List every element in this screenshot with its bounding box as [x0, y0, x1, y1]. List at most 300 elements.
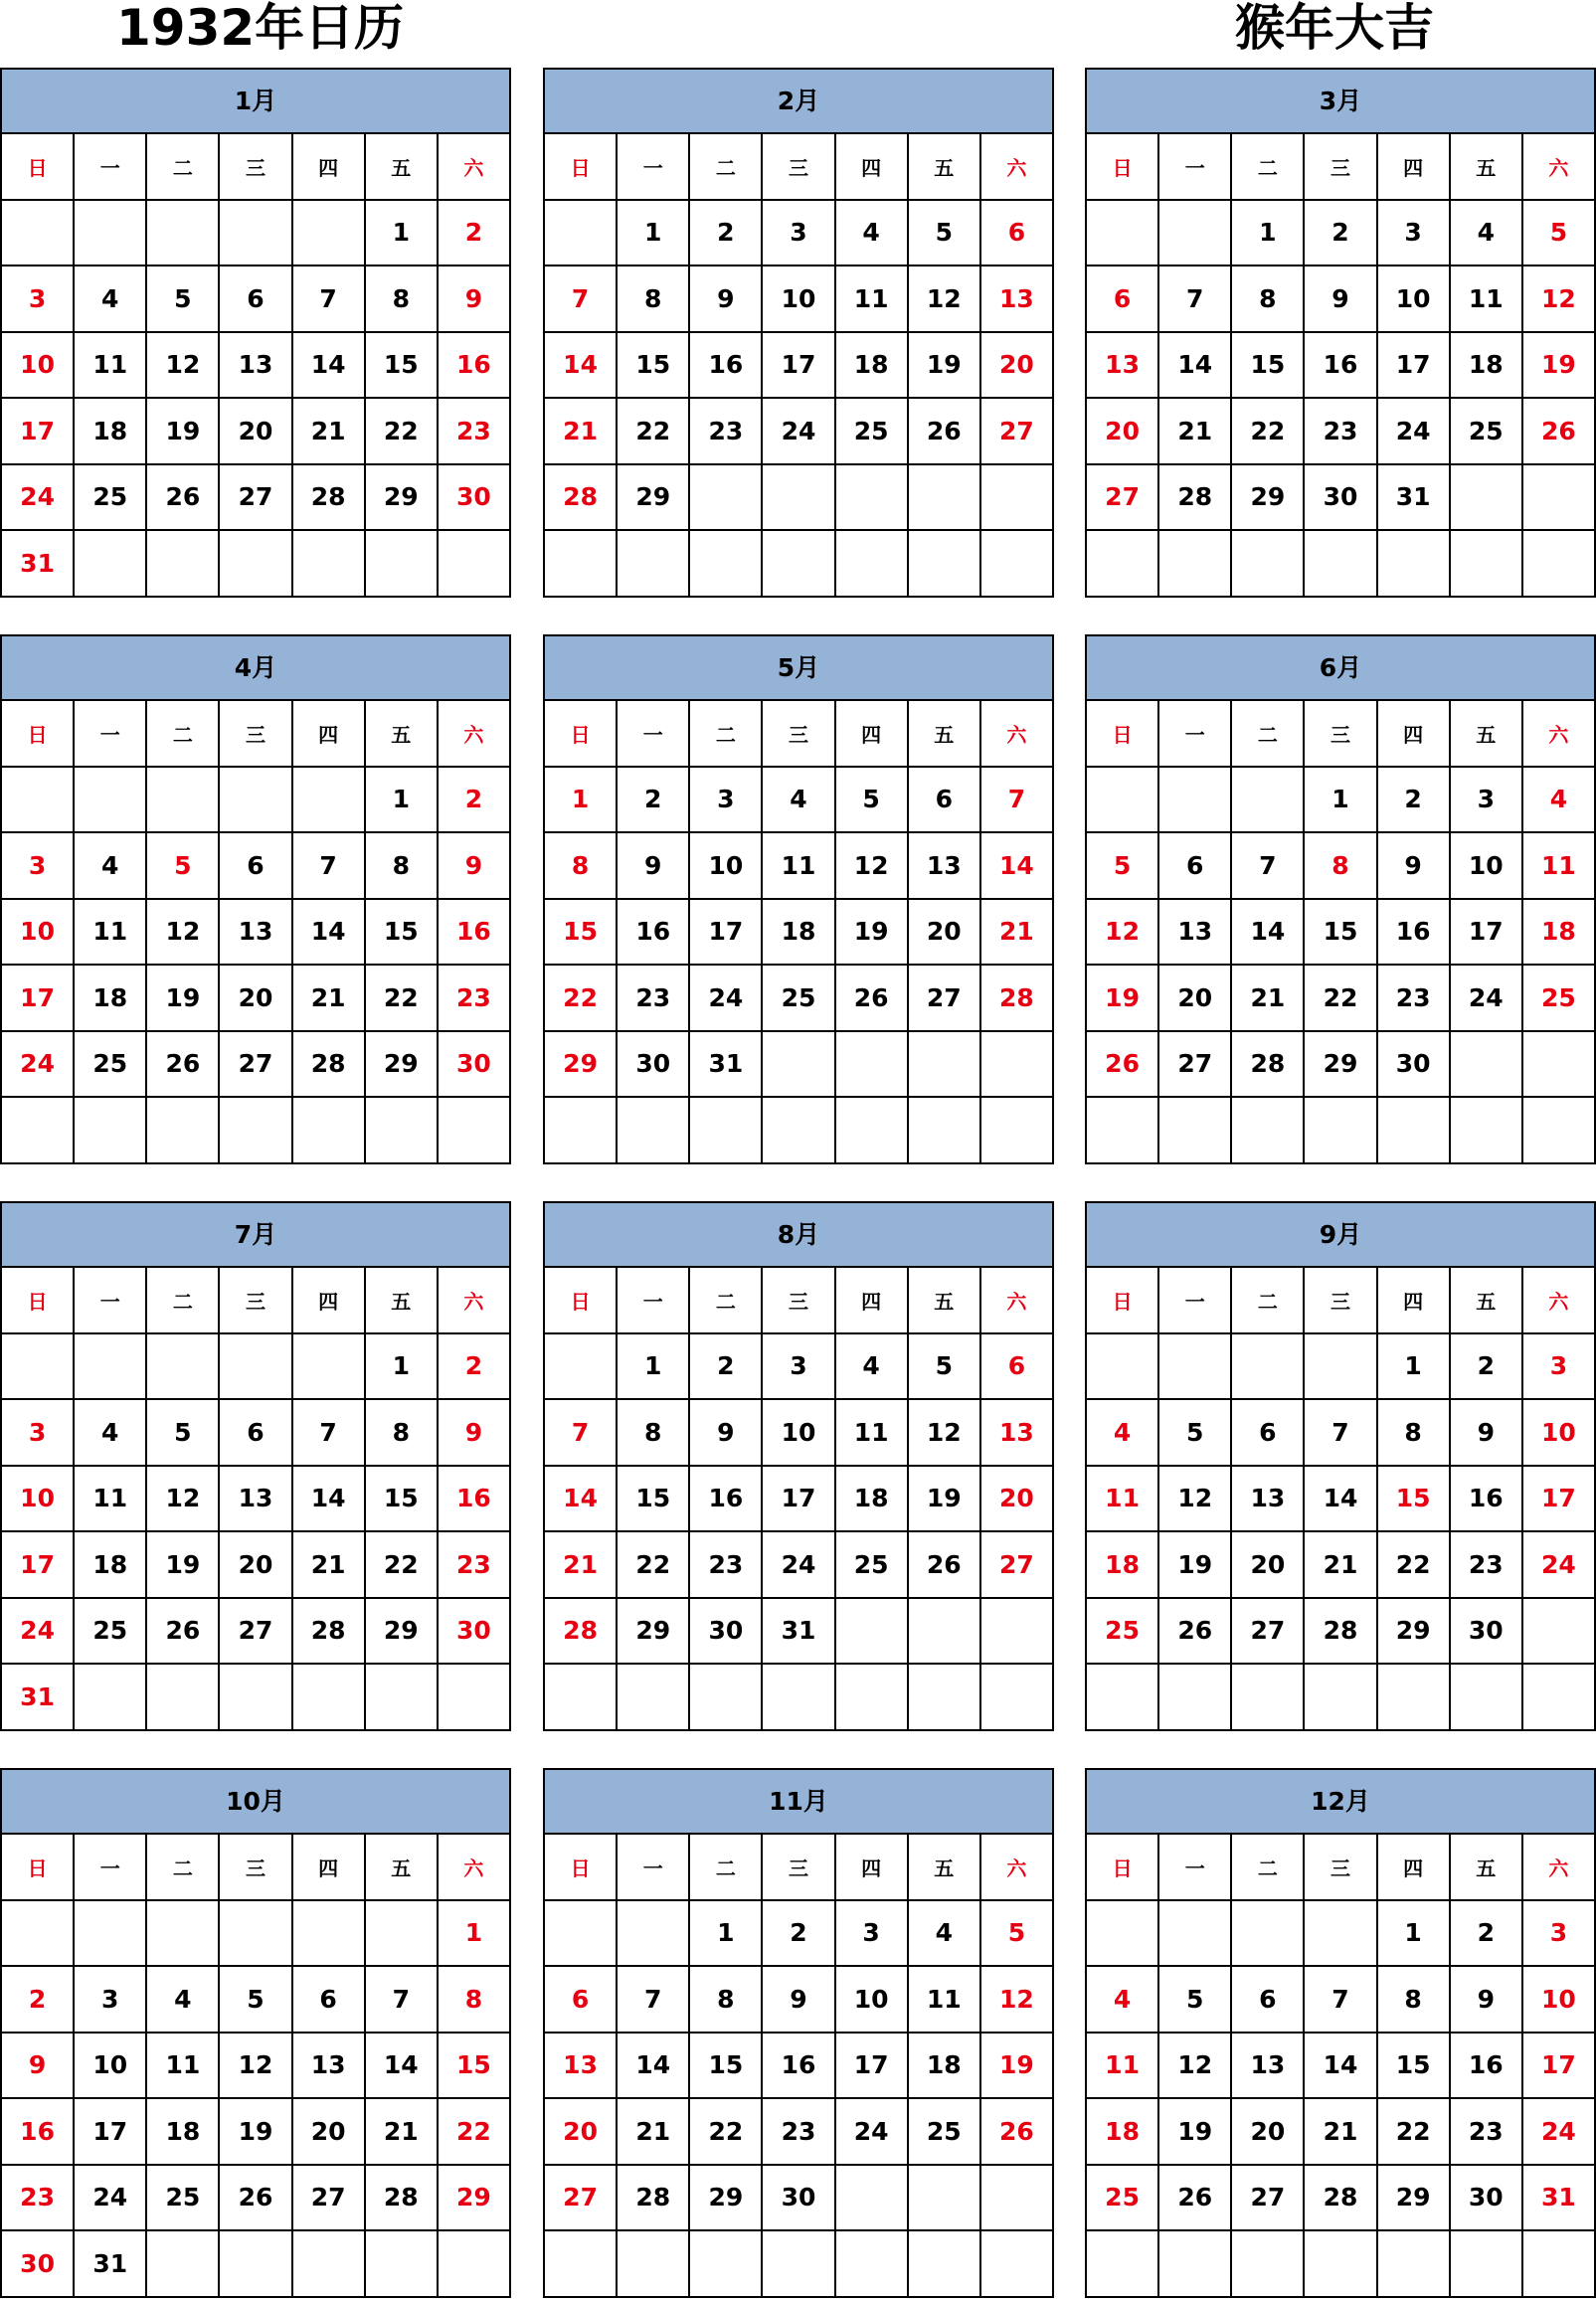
- empty-cell: [75, 531, 147, 598]
- day-cell: 31: [2, 1665, 75, 1731]
- day-cell: 23: [618, 966, 690, 1032]
- weekday-label: 二: [147, 1268, 220, 1334]
- day-cell: 13: [981, 1400, 1054, 1467]
- empty-cell: [293, 768, 366, 834]
- day-cell: 11: [1523, 833, 1596, 900]
- weekday-label: 六: [1523, 1268, 1596, 1334]
- empty-cell: [1305, 1098, 1377, 1164]
- weekday-label: 六: [439, 701, 511, 768]
- day-cell: 7: [293, 1400, 366, 1467]
- month-grid: [1087, 701, 1596, 1164]
- day-cell: 1: [618, 1334, 690, 1401]
- day-cell: 4: [763, 768, 835, 834]
- day-cell: 1: [1378, 1901, 1451, 1968]
- day-cell: 2: [439, 768, 511, 834]
- empty-cell: [1451, 1098, 1523, 1164]
- day-cell: 20: [909, 900, 981, 967]
- day-cell: 31: [1523, 2166, 1596, 2232]
- weekday-label: 一: [75, 134, 147, 201]
- day-cell: 28: [293, 465, 366, 532]
- day-cell: 15: [439, 2034, 511, 2100]
- weekday-label: 日: [1087, 701, 1159, 768]
- day-cell: 23: [2, 2166, 75, 2232]
- day-cell: 29: [1378, 1599, 1451, 1666]
- day-cell: 23: [439, 966, 511, 1032]
- day-cell: 9: [1451, 1967, 1523, 2034]
- day-cell: 19: [909, 1467, 981, 1533]
- weekday-label: 四: [836, 1835, 909, 1901]
- day-cell: 23: [763, 2099, 835, 2166]
- weekday-label: 六: [981, 701, 1054, 768]
- day-cell: 28: [545, 1599, 618, 1666]
- month-block: [1085, 68, 1596, 598]
- weekday-label: 二: [1232, 701, 1305, 768]
- day-cell: 21: [618, 2099, 690, 2166]
- empty-cell: [75, 1334, 147, 1401]
- day-cell: 8: [1305, 833, 1377, 900]
- day-cell: 29: [366, 1032, 439, 1099]
- weekday-label: 三: [220, 1835, 292, 1901]
- day-cell: 20: [220, 399, 292, 465]
- empty-cell: [1159, 1665, 1232, 1731]
- day-cell: 28: [981, 966, 1054, 1032]
- empty-cell: [1523, 531, 1596, 598]
- day-cell: 13: [1232, 2034, 1305, 2100]
- empty-cell: [2, 1098, 75, 1164]
- day-cell: 18: [763, 900, 835, 967]
- day-cell: 4: [909, 1901, 981, 1968]
- empty-cell: [293, 2231, 366, 2298]
- day-cell: 19: [147, 1532, 220, 1599]
- day-cell: 5: [147, 266, 220, 333]
- day-cell: 3: [1523, 1901, 1596, 1968]
- day-cell: 17: [2, 966, 75, 1032]
- day-cell: 5: [220, 1967, 292, 2034]
- day-cell: 2: [618, 768, 690, 834]
- weekday-label: 三: [1305, 1835, 1377, 1901]
- empty-cell: [545, 1901, 618, 1968]
- day-cell: 27: [220, 1032, 292, 1099]
- weekday-label: 四: [1378, 701, 1451, 768]
- day-cell: 10: [75, 2034, 147, 2100]
- empty-cell: [1087, 531, 1159, 598]
- day-cell: 25: [763, 966, 835, 1032]
- weekday-label: 六: [439, 1835, 511, 1901]
- weekday-label: 日: [1087, 134, 1159, 201]
- empty-cell: [618, 1901, 690, 1968]
- day-cell: 21: [1305, 1532, 1377, 1599]
- day-cell: 18: [147, 2099, 220, 2166]
- day-cell: 3: [2, 1400, 75, 1467]
- empty-cell: [1378, 1098, 1451, 1164]
- day-cell: 11: [1087, 2034, 1159, 2100]
- day-cell: 21: [1159, 399, 1232, 465]
- day-cell: 30: [1305, 465, 1377, 532]
- weekday-label: 四: [836, 701, 909, 768]
- day-cell: 10: [1378, 266, 1451, 333]
- empty-cell: [1087, 1901, 1159, 1968]
- month-block: [543, 1201, 1054, 1731]
- empty-cell: [836, 2166, 909, 2232]
- day-cell: 25: [75, 1032, 147, 1099]
- weekday-label: 六: [1523, 701, 1596, 768]
- day-cell: 4: [75, 266, 147, 333]
- empty-cell: [220, 1334, 292, 1401]
- day-cell: 3: [2, 266, 75, 333]
- day-cell: 20: [1232, 2099, 1305, 2166]
- day-cell: 6: [293, 1967, 366, 2034]
- day-cell: 25: [836, 399, 909, 465]
- day-cell: 12: [1087, 900, 1159, 967]
- day-cell: 26: [147, 465, 220, 532]
- day-cell: 7: [545, 1400, 618, 1467]
- day-cell: 31: [763, 1599, 835, 1666]
- empty-cell: [1159, 201, 1232, 267]
- day-cell: 10: [2, 900, 75, 967]
- day-cell: 2: [1378, 768, 1451, 834]
- empty-cell: [981, 1665, 1054, 1731]
- day-cell: 13: [1159, 900, 1232, 967]
- day-cell: 1: [439, 1901, 511, 1968]
- empty-cell: [836, 2231, 909, 2298]
- month-grid: [2, 134, 511, 598]
- day-cell: 13: [1087, 333, 1159, 400]
- day-cell: 13: [293, 2034, 366, 2100]
- day-cell: 16: [690, 1467, 763, 1533]
- empty-cell: [75, 1098, 147, 1164]
- empty-cell: [909, 1599, 981, 1666]
- empty-cell: [1451, 531, 1523, 598]
- day-cell: 26: [1523, 399, 1596, 465]
- weekday-label: 三: [220, 1268, 292, 1334]
- day-cell: 25: [1523, 966, 1596, 1032]
- day-cell: 5: [909, 1334, 981, 1401]
- day-cell: 29: [618, 465, 690, 532]
- day-cell: 9: [690, 266, 763, 333]
- empty-cell: [1305, 531, 1377, 598]
- day-cell: 30: [439, 1032, 511, 1099]
- day-cell: 25: [1087, 2166, 1159, 2232]
- day-cell: 29: [1305, 1032, 1377, 1099]
- day-cell: 18: [909, 2034, 981, 2100]
- weekday-label: 日: [545, 134, 618, 201]
- empty-cell: [147, 1334, 220, 1401]
- day-cell: 27: [1232, 2166, 1305, 2232]
- day-cell: 6: [1232, 1967, 1305, 2034]
- empty-cell: [690, 465, 763, 532]
- day-cell: 20: [545, 2099, 618, 2166]
- weekday-label: 四: [836, 134, 909, 201]
- day-cell: 22: [1305, 966, 1377, 1032]
- empty-cell: [220, 2231, 292, 2298]
- day-cell: 31: [1378, 465, 1451, 532]
- empty-cell: [836, 1032, 909, 1099]
- day-cell: 2: [1451, 1901, 1523, 1968]
- weekday-label: 日: [2, 1835, 75, 1901]
- day-cell: 28: [1305, 1599, 1377, 1666]
- weekday-label: 二: [1232, 134, 1305, 201]
- empty-cell: [981, 465, 1054, 532]
- day-cell: 6: [220, 266, 292, 333]
- empty-cell: [1232, 1901, 1305, 1968]
- weekday-label: 五: [909, 701, 981, 768]
- day-cell: 1: [366, 201, 439, 267]
- day-cell: 11: [1087, 1467, 1159, 1533]
- day-cell: 7: [1232, 833, 1305, 900]
- weekday-label: 日: [545, 1835, 618, 1901]
- day-cell: 24: [836, 2099, 909, 2166]
- empty-cell: [1523, 2231, 1596, 2298]
- day-cell: 29: [1232, 465, 1305, 532]
- day-cell: 27: [1232, 1599, 1305, 1666]
- empty-cell: [618, 1665, 690, 1731]
- day-cell: 9: [763, 1967, 835, 2034]
- empty-cell: [1523, 465, 1596, 532]
- day-cell: 17: [1523, 1467, 1596, 1533]
- day-cell: 19: [220, 2099, 292, 2166]
- weekday-label: 五: [366, 1835, 439, 1901]
- day-cell: 1: [545, 768, 618, 834]
- day-cell: 12: [909, 266, 981, 333]
- day-cell: 6: [1087, 266, 1159, 333]
- day-cell: 30: [1378, 1032, 1451, 1099]
- month-title: 3月: [1087, 70, 1596, 134]
- empty-cell: [1378, 2231, 1451, 2298]
- day-cell: 11: [75, 900, 147, 967]
- empty-cell: [1159, 1334, 1232, 1401]
- day-cell: 2: [690, 201, 763, 267]
- day-cell: 16: [439, 1467, 511, 1533]
- weekday-label: 三: [220, 701, 292, 768]
- day-cell: 11: [1451, 266, 1523, 333]
- day-cell: 17: [836, 2034, 909, 2100]
- day-cell: 25: [75, 1599, 147, 1666]
- day-cell: 19: [836, 900, 909, 967]
- day-cell: 30: [618, 1032, 690, 1099]
- month-title: 4月: [2, 636, 511, 701]
- day-cell: 7: [545, 266, 618, 333]
- day-cell: 15: [366, 1467, 439, 1533]
- day-cell: 1: [366, 1334, 439, 1401]
- day-cell: 8: [1378, 1967, 1451, 2034]
- day-cell: 5: [1159, 1967, 1232, 2034]
- day-cell: 18: [75, 1532, 147, 1599]
- weekday-label: 二: [690, 134, 763, 201]
- month-title: 8月: [545, 1203, 1054, 1268]
- day-cell: 13: [220, 1467, 292, 1533]
- day-cell: 27: [545, 2166, 618, 2232]
- day-cell: 3: [75, 1967, 147, 2034]
- day-cell: 8: [439, 1967, 511, 2034]
- empty-cell: [1523, 1665, 1596, 1731]
- day-cell: 7: [618, 1967, 690, 2034]
- weekday-label: 五: [909, 1835, 981, 1901]
- day-cell: 5: [909, 201, 981, 267]
- day-cell: 9: [439, 833, 511, 900]
- empty-cell: [1232, 531, 1305, 598]
- day-cell: 14: [618, 2034, 690, 2100]
- weekday-label: 四: [1378, 1835, 1451, 1901]
- month-block: [0, 1768, 511, 2298]
- empty-cell: [690, 1098, 763, 1164]
- empty-cell: [909, 1665, 981, 1731]
- day-cell: 6: [545, 1967, 618, 2034]
- day-cell: 24: [2, 1032, 75, 1099]
- empty-cell: [618, 1098, 690, 1164]
- day-cell: 4: [75, 1400, 147, 1467]
- day-cell: 12: [147, 1467, 220, 1533]
- day-cell: 8: [1378, 1400, 1451, 1467]
- empty-cell: [836, 1098, 909, 1164]
- day-cell: 10: [1523, 1967, 1596, 2034]
- weekday-label: 一: [1159, 701, 1232, 768]
- day-cell: 2: [1305, 201, 1377, 267]
- day-cell: 21: [293, 1532, 366, 1599]
- month-block: [1085, 634, 1596, 1164]
- day-cell: 13: [220, 333, 292, 400]
- day-cell: 3: [836, 1901, 909, 1968]
- day-cell: 6: [1232, 1400, 1305, 1467]
- weekday-label: 三: [1305, 134, 1377, 201]
- empty-cell: [439, 1665, 511, 1731]
- day-cell: 11: [909, 1967, 981, 2034]
- day-cell: 28: [618, 2166, 690, 2232]
- empty-cell: [1087, 2231, 1159, 2298]
- month-grid: [1087, 1268, 1596, 1731]
- day-cell: 29: [366, 1599, 439, 1666]
- weekday-label: 六: [1523, 134, 1596, 201]
- weekday-label: 三: [220, 134, 292, 201]
- day-cell: 18: [1087, 2099, 1159, 2166]
- month-title: 6月: [1087, 636, 1596, 701]
- day-cell: 7: [366, 1967, 439, 2034]
- day-cell: 5: [981, 1901, 1054, 1968]
- day-cell: 22: [690, 2099, 763, 2166]
- weekday-label: 日: [2, 134, 75, 201]
- day-cell: 10: [763, 1400, 835, 1467]
- empty-cell: [366, 1901, 439, 1968]
- day-cell: 31: [690, 1032, 763, 1099]
- day-cell: 26: [1087, 1032, 1159, 1099]
- day-cell: 23: [439, 399, 511, 465]
- day-cell: 23: [1378, 966, 1451, 1032]
- weekday-label: 六: [981, 1835, 1054, 1901]
- day-cell: 9: [1305, 266, 1377, 333]
- day-cell: 2: [2, 1967, 75, 2034]
- day-cell: 25: [75, 465, 147, 532]
- day-cell: 29: [439, 2166, 511, 2232]
- empty-cell: [1232, 1098, 1305, 1164]
- month-title: 9月: [1087, 1203, 1596, 1268]
- weekday-label: 日: [2, 701, 75, 768]
- weekday-label: 六: [439, 1268, 511, 1334]
- weekday-label: 二: [1232, 1268, 1305, 1334]
- empty-cell: [1159, 768, 1232, 834]
- day-cell: 22: [1232, 399, 1305, 465]
- month-block: [0, 68, 511, 598]
- day-cell: 17: [1378, 333, 1451, 400]
- day-cell: 20: [220, 966, 292, 1032]
- day-cell: 10: [1523, 1400, 1596, 1467]
- weekday-label: 五: [1451, 134, 1523, 201]
- empty-cell: [1087, 201, 1159, 267]
- empty-cell: [909, 1098, 981, 1164]
- empty-cell: [836, 1599, 909, 1666]
- day-cell: 10: [690, 833, 763, 900]
- empty-cell: [981, 1599, 1054, 1666]
- weekday-label: 日: [2, 1268, 75, 1334]
- empty-cell: [1305, 1665, 1377, 1731]
- empty-cell: [220, 1901, 292, 1968]
- day-cell: 25: [836, 1532, 909, 1599]
- weekday-label: 六: [439, 134, 511, 201]
- month-block: [1085, 1201, 1596, 1731]
- day-cell: 31: [2, 531, 75, 598]
- day-cell: 12: [909, 1400, 981, 1467]
- empty-cell: [75, 201, 147, 267]
- day-cell: 4: [1451, 201, 1523, 267]
- empty-cell: [366, 1665, 439, 1731]
- empty-cell: [366, 531, 439, 598]
- day-cell: 10: [1451, 833, 1523, 900]
- day-cell: 22: [1378, 2099, 1451, 2166]
- day-cell: 13: [1232, 1467, 1305, 1533]
- empty-cell: [1451, 1032, 1523, 1099]
- day-cell: 19: [1523, 333, 1596, 400]
- empty-cell: [75, 1665, 147, 1731]
- month-block: [1085, 1768, 1596, 2298]
- weekday-label: 四: [293, 1268, 366, 1334]
- weekday-label: 五: [909, 134, 981, 201]
- day-cell: 6: [1159, 833, 1232, 900]
- day-cell: 9: [1451, 1400, 1523, 1467]
- month-block: [0, 1201, 511, 1731]
- day-cell: 14: [293, 1467, 366, 1533]
- weekday-label: 一: [618, 1268, 690, 1334]
- empty-cell: [147, 2231, 220, 2298]
- empty-cell: [147, 531, 220, 598]
- empty-cell: [763, 1665, 835, 1731]
- empty-cell: [836, 531, 909, 598]
- day-cell: 18: [75, 399, 147, 465]
- weekday-label: 一: [1159, 134, 1232, 201]
- day-cell: 14: [1232, 900, 1305, 967]
- day-cell: 6: [981, 1334, 1054, 1401]
- empty-cell: [147, 201, 220, 267]
- empty-cell: [1523, 1032, 1596, 1099]
- day-cell: 24: [2, 465, 75, 532]
- calendar-title: 1932年日历: [116, 0, 405, 57]
- empty-cell: [836, 465, 909, 532]
- empty-cell: [690, 531, 763, 598]
- day-cell: 7: [1305, 1400, 1377, 1467]
- day-cell: 14: [1159, 333, 1232, 400]
- weekday-label: 四: [1378, 1268, 1451, 1334]
- day-cell: 4: [836, 201, 909, 267]
- day-cell: 12: [220, 2034, 292, 2100]
- day-cell: 27: [293, 2166, 366, 2232]
- day-cell: 9: [1378, 833, 1451, 900]
- empty-cell: [545, 1334, 618, 1401]
- day-cell: 16: [690, 333, 763, 400]
- day-cell: 6: [220, 833, 292, 900]
- day-cell: 30: [439, 465, 511, 532]
- empty-cell: [1305, 2231, 1377, 2298]
- day-cell: 25: [909, 2099, 981, 2166]
- weekday-label: 一: [75, 1835, 147, 1901]
- day-cell: 5: [147, 833, 220, 900]
- day-cell: 17: [690, 900, 763, 967]
